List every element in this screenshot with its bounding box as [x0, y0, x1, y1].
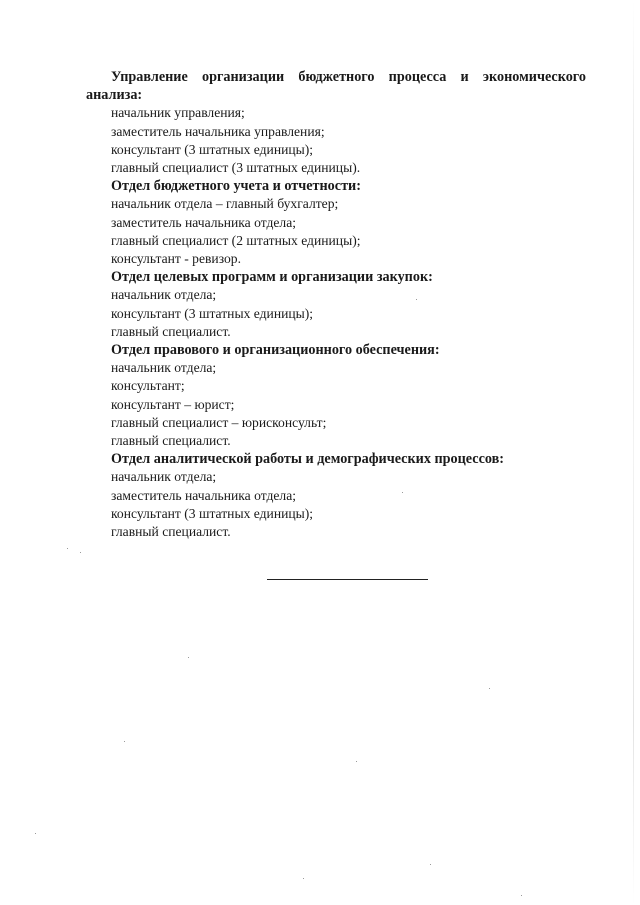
list-item: консультант (3 штатных единицы);: [111, 141, 314, 157]
scan-speck: [124, 741, 125, 742]
list-item: начальник отдела;: [111, 287, 217, 303]
list-item: главный специалист.: [111, 323, 231, 339]
list-item: главный специалист (2 штатных единицы);: [111, 232, 361, 248]
section-target-programs: [86, 268, 586, 341]
scan-speck: [80, 552, 81, 553]
department-staff-list: [86, 104, 586, 177]
list-item: консультант (3 штатных единицы);: [111, 505, 314, 521]
section-title: Отдел целевых программ и организации закупок:: [111, 269, 433, 286]
scan-speck: [521, 895, 522, 896]
list-item: начальник отдела;: [111, 469, 217, 485]
section-legal-support: [86, 341, 586, 450]
section-title: Отдел бюджетного учета и отчетности:: [111, 178, 361, 195]
closing-rule: [267, 579, 428, 580]
list-item: главный специалист – юрисконсульт;: [111, 414, 327, 430]
scan-speck: [356, 761, 357, 762]
list-item: заместитель начальника отдела;: [111, 214, 297, 230]
scan-speck: [402, 492, 403, 493]
scan-speck: [188, 657, 189, 658]
scan-speck: [416, 299, 417, 300]
list-item: начальник отдела – главный бухгалтер;: [111, 196, 339, 212]
list-item: заместитель начальника управления;: [111, 123, 325, 139]
list-item: консультант - ревизор.: [111, 251, 241, 267]
list-item: начальник отдела;: [111, 360, 217, 376]
list-item: главный специалист.: [111, 524, 231, 540]
section-title: Отдел аналитической работы и демографических процессов:: [111, 451, 504, 468]
list-item: консультант;: [111, 378, 185, 394]
section-analytics: [86, 450, 586, 541]
list-item: главный специалист (3 штатных единицы).: [111, 160, 361, 176]
list-item: консультант – юрист;: [111, 396, 235, 412]
scan-speck: [303, 878, 304, 879]
scan-speck: [35, 833, 36, 834]
scan-speck: [67, 548, 68, 549]
document-body: [86, 68, 586, 541]
scan-speck: [489, 688, 490, 689]
section-title: Отдел правового и организационного обеспечения:: [111, 342, 440, 359]
list-item: начальник управления;: [111, 105, 245, 121]
section-budget-accounting: [86, 177, 586, 268]
department-heading: Управление организации бюджетного процесса и экономического анализа:: [86, 69, 586, 104]
list-item: главный специалист.: [111, 433, 231, 449]
list-item: консультант (3 штатных единицы);: [111, 305, 314, 321]
scan-speck: [430, 864, 431, 865]
list-item: заместитель начальника отдела;: [111, 487, 297, 503]
scan-edge-shadow: [633, 0, 634, 905]
